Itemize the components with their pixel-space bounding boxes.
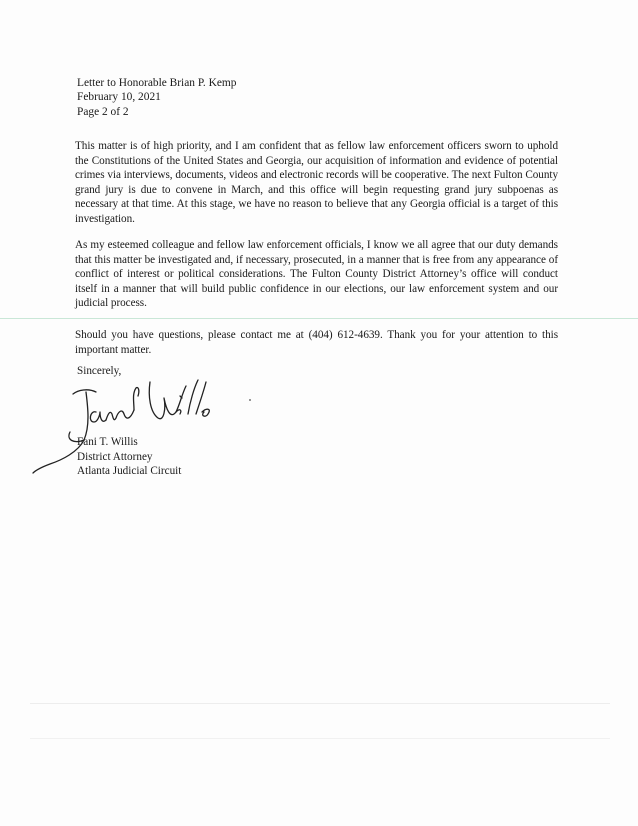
ink-speck bbox=[249, 399, 251, 401]
signer-organization: Atlanta Judicial Circuit bbox=[77, 465, 182, 478]
body-paragraph-1: This matter is of high priority, and I am confident that as fellow law enforcement officers sworn to uphold the Constitutions of the United States and Georgia, our acquisition of information and evidence of potential crimes via interviews, documents, videos and electronic records will be cooperative. The next Fulton County grand jury is due to convene in March, and this office will begin requesting grand jury subpoenas as necessary at that time. At this stage, we have no reason to believe that any Georgia official is a target of this investigation. bbox=[75, 140, 558, 225]
recipient-line: Letter to Honorable Brian P. Kemp bbox=[77, 77, 237, 89]
signer-name: Fani T. Willis bbox=[77, 436, 138, 448]
page-number: Page 2 of 2 bbox=[77, 105, 129, 118]
faint-scan-line bbox=[30, 703, 610, 704]
signer-title: District Attorney bbox=[77, 450, 153, 463]
closing-salutation: Sincerely, bbox=[77, 365, 122, 377]
body-paragraph-3: Should you have questions, please contact me at (404) 612-4639. Thank you for your attention to this important matter. bbox=[75, 329, 558, 356]
faint-scan-line bbox=[30, 738, 610, 739]
letter-date: February 10, 2021 bbox=[77, 91, 161, 104]
letter-header bbox=[77, 76, 236, 119]
body-paragraph-2: As my esteemed colleague and fellow law enforcement officials, I know we all agree that our duty demands that this matter be investigated and, if necessary, prosecuted, in a manner that is free from any appearance of conflict of interest or political considerations. The Fulton County District Attorney’s office will conduct itself in a manner that will build public confidence in our elections, our law enforcement system and our judicial process. bbox=[75, 239, 558, 310]
scan-artifact-line bbox=[0, 318, 638, 319]
signature-block bbox=[77, 435, 181, 479]
